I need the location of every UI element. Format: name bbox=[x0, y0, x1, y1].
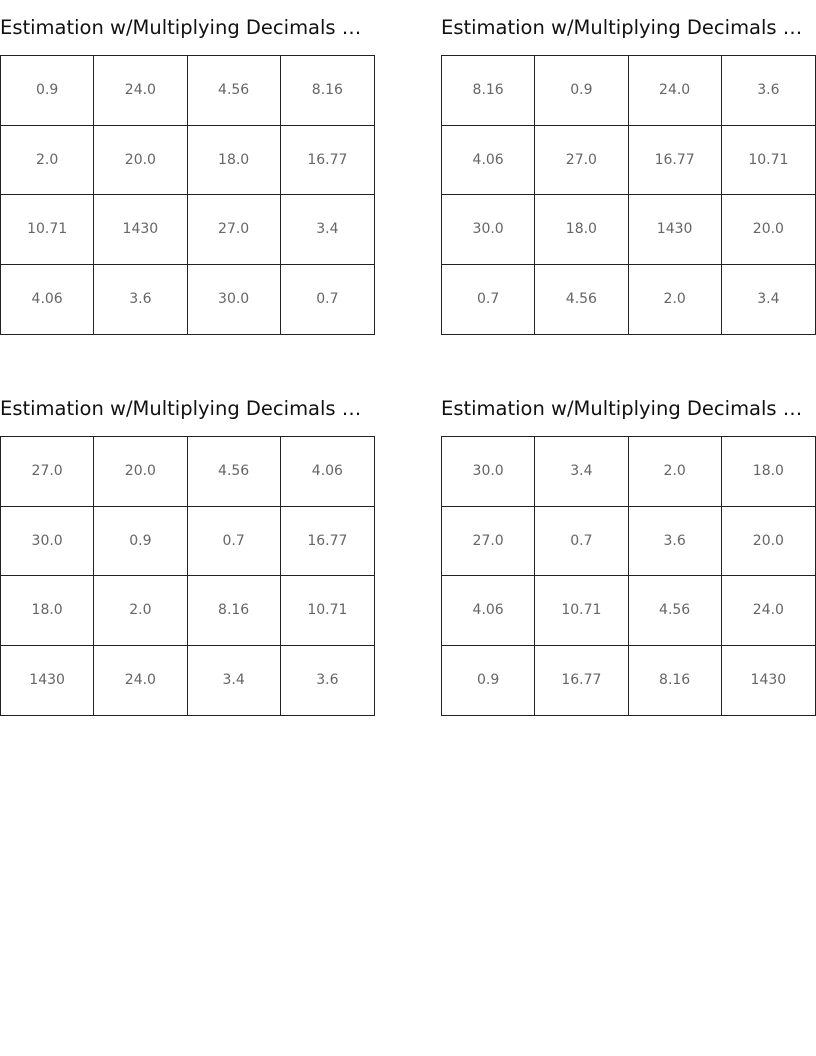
grid-cell: 24.0 bbox=[722, 576, 815, 646]
grid-cell: 4.06 bbox=[1, 265, 94, 335]
grid-cell: 8.16 bbox=[188, 576, 281, 646]
grid-cell: 0.7 bbox=[442, 265, 535, 335]
grid-cell: 4.56 bbox=[188, 56, 281, 126]
card-title: Estimation w/Multiplying Decimals … bbox=[0, 397, 362, 420]
grid-cell: 1430 bbox=[1, 646, 94, 716]
bingo-card bbox=[0, 395, 375, 716]
grid-cell: 1430 bbox=[750, 672, 787, 689]
grid-cell: 4.06 bbox=[442, 126, 535, 196]
grid-cell: 2.0 bbox=[629, 437, 722, 507]
grid-cell: 3.6 bbox=[722, 56, 815, 126]
grid-cell: 20.0 bbox=[722, 195, 815, 265]
grid-cell: 16.77 bbox=[281, 507, 374, 577]
number-grid bbox=[441, 436, 816, 716]
grid-cell: 16.77 bbox=[281, 126, 374, 196]
grid-cell: 2.0 bbox=[94, 576, 187, 646]
number-grid bbox=[441, 55, 816, 335]
grid-cell: 0.9 bbox=[94, 507, 187, 577]
grid-cell: 20.0 bbox=[94, 126, 187, 196]
grid-cell: 30.0 bbox=[1, 507, 94, 577]
grid-cell: 0.7 bbox=[188, 507, 281, 577]
grid-cell: 20.0 bbox=[722, 507, 815, 577]
grid-cell: 3.4 bbox=[535, 437, 628, 507]
card-title: Estimation w/Multiplying Decimals … bbox=[441, 397, 803, 420]
grid-cell: 24.0 bbox=[94, 646, 187, 716]
grid-cell: 10.71 bbox=[722, 126, 815, 196]
grid-cell: 1430 bbox=[94, 195, 187, 265]
grid-cell: 0.7 bbox=[316, 291, 339, 308]
grid-cell: 0.9 bbox=[535, 56, 628, 126]
bingo-card bbox=[441, 14, 816, 335]
grid-cell: 3.6 bbox=[629, 507, 722, 577]
grid-cell: 18.0 bbox=[722, 437, 815, 507]
grid-cell: 3.6 bbox=[316, 672, 339, 689]
grid-cell: 16.77 bbox=[535, 646, 628, 716]
grid-cell: 8.16 bbox=[442, 56, 535, 126]
grid-cell: 3.4 bbox=[757, 291, 780, 308]
grid-cell: 10.71 bbox=[281, 576, 374, 646]
grid-cell: 27.0 bbox=[188, 195, 281, 265]
grid-cell: 4.56 bbox=[535, 265, 628, 335]
grid-cell: 30.0 bbox=[188, 265, 281, 335]
grid-cell: 0.9 bbox=[1, 56, 94, 126]
grid-cell: 4.56 bbox=[188, 437, 281, 507]
grid-cell: 18.0 bbox=[535, 195, 628, 265]
grid-cell: 4.06 bbox=[281, 437, 374, 507]
grid-cell: 2.0 bbox=[629, 265, 722, 335]
grid-cell: 3.4 bbox=[188, 646, 281, 716]
grid-cell: 30.0 bbox=[442, 437, 535, 507]
grid-cell: 4.56 bbox=[629, 576, 722, 646]
grid-cell: 18.0 bbox=[1, 576, 94, 646]
grid-cell: 3.6 bbox=[94, 265, 187, 335]
grid-cell: 3.4 bbox=[281, 195, 374, 265]
grid-cell: 27.0 bbox=[535, 126, 628, 196]
grid-cell: 8.16 bbox=[281, 56, 374, 126]
grid-cell: 16.77 bbox=[629, 126, 722, 196]
grid-cell: 18.0 bbox=[188, 126, 281, 196]
grid-cell: 2.0 bbox=[1, 126, 94, 196]
grid-cell: 0.9 bbox=[442, 646, 535, 716]
grid-cell: 4.06 bbox=[442, 576, 535, 646]
number-grid bbox=[0, 436, 375, 716]
grid-cell: 10.71 bbox=[1, 195, 94, 265]
grid-cell: 20.0 bbox=[94, 437, 187, 507]
card-title: Estimation w/Multiplying Decimals … bbox=[441, 16, 803, 39]
grid-cell: 10.71 bbox=[535, 576, 628, 646]
number-grid bbox=[0, 55, 375, 335]
grid-cell: 27.0 bbox=[1, 437, 94, 507]
grid-cell: 8.16 bbox=[629, 646, 722, 716]
bingo-card bbox=[441, 395, 816, 716]
grid-cell: 1430 bbox=[629, 195, 722, 265]
card-title: Estimation w/Multiplying Decimals … bbox=[0, 16, 362, 39]
bingo-card bbox=[0, 14, 375, 335]
grid-cell: 24.0 bbox=[94, 56, 187, 126]
grid-cell: 27.0 bbox=[442, 507, 535, 577]
grid-cell: 24.0 bbox=[629, 56, 722, 126]
grid-cell: 30.0 bbox=[442, 195, 535, 265]
grid-cell: 0.7 bbox=[535, 507, 628, 577]
